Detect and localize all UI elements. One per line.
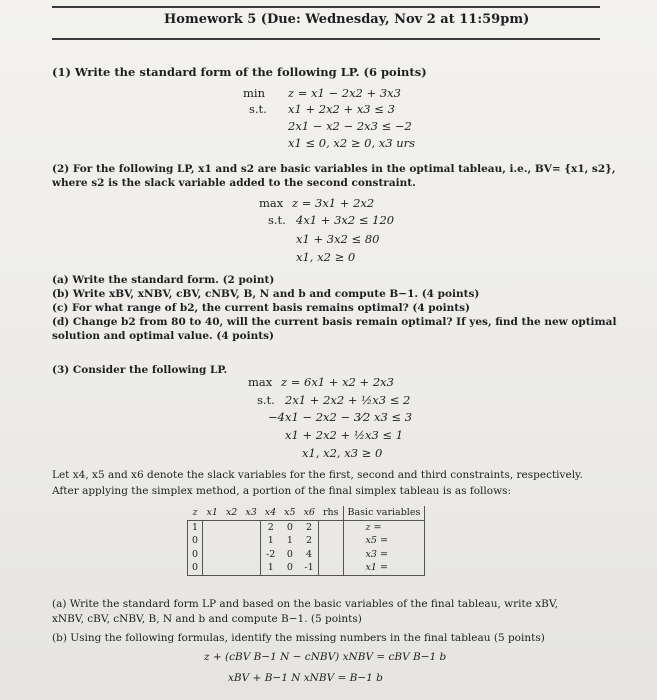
- tableau-header: x5: [280, 506, 299, 520]
- table-cell: [319, 520, 343, 534]
- q2-part-b: (b) Write xBV, xNBV, cBV, cNBV, B, N and b and compute B−1. (4 points): [52, 288, 480, 300]
- table-cell: [222, 520, 241, 534]
- q2-constraint-1: 4x1 + 3x2 ≤ 120: [296, 213, 395, 227]
- table-cell: -2: [266, 548, 276, 560]
- table-cell: [319, 534, 343, 548]
- table-cell: [241, 548, 260, 562]
- q1-constraint-1: x1 + 2x2 + x3 ≤ 3: [288, 102, 395, 116]
- table-cell: 4: [300, 548, 319, 562]
- table-row: [188, 548, 425, 562]
- top-rule: [52, 6, 600, 8]
- table-cell: 2: [300, 534, 319, 548]
- table-cell: 0: [280, 561, 299, 575]
- table-cell: [222, 534, 241, 548]
- page-title: Homework 5 (Due: Wednesday, Nov 2 at 11:59pm): [164, 12, 530, 27]
- q2-constraint-3: x1, x2 ≥ 0: [296, 250, 356, 264]
- q3-constraint-2: −4x1 − 2x2 − 3⁄2 x3 ≤ 3: [268, 410, 413, 424]
- table-cell: 0: [286, 521, 293, 533]
- table-cell: [241, 561, 260, 575]
- tableau-header: rhs: [319, 506, 343, 520]
- final-simplex-tableau: [187, 506, 425, 576]
- q3-st-label: s.t.: [257, 393, 275, 407]
- q2-part-c: (c) For what range of b2, the current basis remains optimal? (4 points): [52, 302, 471, 314]
- table-cell: [203, 534, 222, 548]
- q3-max-label: max: [248, 375, 273, 389]
- q2-max-label: max: [259, 196, 284, 210]
- q3-constraint-1: 2x1 + 2x2 + ½x3 ≤ 2: [285, 393, 411, 407]
- tableau-header: x3: [241, 506, 260, 520]
- q3-part-a-line2: xNBV, cBV, cNBV, B, N and b and compute B−1. (5 points): [52, 613, 362, 625]
- q1-constraint-2: 2x1 − x2 − 2x3 ≤ −2: [288, 119, 412, 133]
- q1-min-label: min: [243, 86, 265, 100]
- basic-variable-cell: x5 =: [343, 534, 425, 548]
- q2-constraint-2: x1 + 3x2 ≤ 80: [296, 232, 380, 246]
- table-cell: 0: [188, 534, 203, 548]
- table-cell: [222, 561, 241, 575]
- q2-part-d: (d) Change b2 from 80 to 40, will the current basis remain optimal? If yes, find the new optimal: [52, 316, 617, 328]
- table-row: [188, 534, 425, 548]
- table-cell: 0: [286, 548, 293, 560]
- q3-after-line2: After applying the simplex method, a portion of the final simplex tableau is as follows:: [52, 485, 511, 497]
- table-cell: [319, 548, 343, 562]
- basic-variable-cell: x1 =: [343, 561, 425, 575]
- table-cell: [203, 548, 222, 562]
- table-cell: 1: [261, 561, 280, 575]
- table-cell: -1: [300, 561, 319, 575]
- table-cell: [203, 520, 222, 534]
- table-cell: [241, 534, 260, 548]
- q1-prompt: (1) Write the standard form of the following LP. (6 points): [52, 65, 427, 79]
- table-cell: 2: [267, 521, 274, 533]
- q3-constraint-3: x1 + 2x2 + ½x3 ≤ 1: [285, 428, 404, 442]
- q3-prompt: (3) Consider the following LP.: [52, 364, 228, 376]
- table-cell: 1: [286, 535, 293, 547]
- table-row: [188, 520, 425, 534]
- table-cell: 0: [188, 561, 203, 575]
- q2-st-label: s.t.: [268, 213, 286, 227]
- q3-constraint-4: x1, x2, x3 ≥ 0: [302, 446, 383, 460]
- q2-objective: z = 3x1 + 2x2: [292, 196, 375, 210]
- tableau-header: x6: [300, 506, 319, 520]
- table-cell: 2: [300, 520, 319, 534]
- q3-objective: z = 6x1 + x2 + 2x3: [281, 375, 394, 389]
- basic-variable-cell: z =: [343, 520, 425, 534]
- q3-formula-1: z + (cBV B−1 N − cNBV) xNBV = cBV B−1 b: [204, 651, 447, 663]
- table-cell: [222, 548, 241, 562]
- table-cell: [241, 520, 260, 534]
- table-cell: 0: [188, 548, 203, 562]
- q3-part-a-line1: (a) Write the standard form LP and based on the basic variables of the final tableau, write xBV,: [52, 598, 558, 610]
- table-cell: 1: [267, 535, 274, 547]
- q3-part-b: (b) Using the following formulas, identify the missing numbers in the final tableau (5 points): [52, 632, 545, 644]
- tableau-header-row: [188, 506, 425, 520]
- tableau-header: x4: [261, 506, 280, 520]
- table-cell: [203, 561, 222, 575]
- q1-objective: z = x1 − 2x2 + 3x3: [288, 86, 401, 100]
- q2-prompt-line2: where s2 is the slack variable added to the second constraint.: [52, 177, 416, 189]
- table-cell: [319, 561, 343, 575]
- q3-after-line1: Let x4, x5 and x6 denote the slack variables for the first, second and third constraints, respectively.: [52, 469, 583, 481]
- q1-st-label: s.t.: [249, 102, 267, 116]
- table-cell: 1: [188, 520, 203, 534]
- title-rule: [52, 38, 600, 40]
- q3-formula-2: xBV + B−1 N xNBV = B−1 b: [228, 672, 383, 684]
- q1-constraint-3: x1 ≤ 0, x2 ≥ 0, x3 urs: [288, 136, 416, 150]
- q2-part-d-cont: solution and optimal value. (4 points): [52, 330, 274, 342]
- tableau-header: x1: [203, 506, 222, 520]
- tableau-header: x2: [222, 506, 241, 520]
- table-row: [188, 561, 425, 575]
- tableau-header: Basic variables: [343, 506, 425, 520]
- basic-variable-cell: x3 =: [343, 548, 425, 562]
- tableau-header: z: [188, 506, 203, 520]
- q2-prompt-line1: (2) For the following LP, x1 and s2 are basic variables in the optimal tableau, i.e., BV= {x1, s2},: [52, 163, 616, 175]
- q2-part-a: (a) Write the standard form. (2 point): [52, 274, 275, 286]
